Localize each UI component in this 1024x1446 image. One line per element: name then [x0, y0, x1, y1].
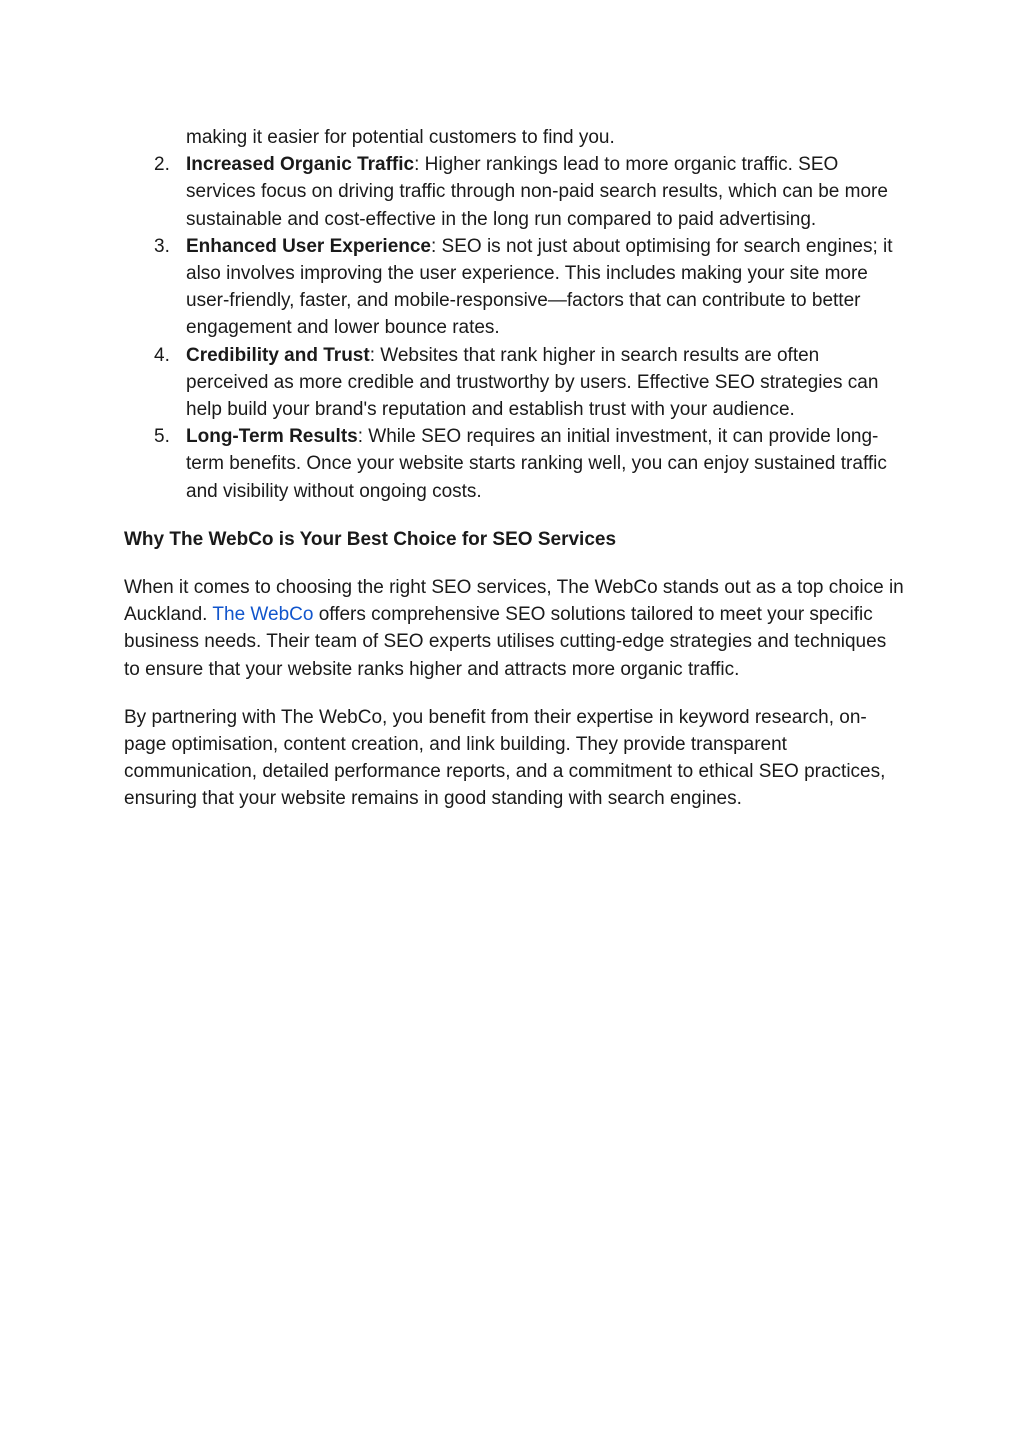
list-number: 5. [154, 426, 170, 448]
paragraph-partnering: By partnering with The WebCo, you benefit from their expertise in keyword research, on-page optimisation, content creation, and link building. They provide transparent communication, detailed performance reports, and a commitment to ethical SEO practices, ensuring that your website remains in good standing with search engines. [124, 706, 886, 810]
list-item-continuation: making it easier for potential customers to find you. [186, 127, 615, 148]
list-item-text: : While SEO requires an initial investment, it can provide long-term benefits. Once your website starts ranking well, you can enjoy sustained traffic and visibility without ongoing costs. [186, 426, 887, 502]
list-item-text: : Higher rankings lead to more organic traffic. SEO services focus on driving traffic through non-paid search results, which can be more sustainable and cost-effective in the long run compared to paid advertising. [186, 154, 888, 230]
list-item-title: Credibility and Trust [186, 344, 370, 366]
list-number: 3. [154, 235, 170, 257]
benefits-list [124, 151, 904, 505]
webco-link[interactable]: The WebCo [212, 604, 314, 626]
paragraph-text: When it comes to choosing the right SEO services, The WebCo stands out as a top choice in Auckland. [124, 577, 904, 626]
list-item [124, 233, 904, 342]
document-body [124, 124, 904, 834]
section-heading: Why The WebCo is Your Best Choice for SEO Services [124, 528, 617, 550]
list-item [124, 423, 904, 505]
list-item-title: Long-Term Results [186, 426, 358, 448]
list-item-text: : SEO is not just about optimising for search engines; it also involves improving the user experience. This includes making your site more user-friendly, faster, and mobile-responsive—factors that can contribute to better engagement and lower bounce rates. [186, 235, 893, 339]
list-item [124, 342, 904, 424]
paragraph-text: offers comprehensive SEO solutions tailored to meet your specific business needs. Their team of SEO experts utilises cutting-edge strategies and techniques to ensure that your website ranks higher and attracts more organic traffic. [124, 604, 887, 680]
list-number: 2. [154, 154, 170, 176]
paragraph-intro [124, 574, 904, 683]
list-item-title: Increased Organic Traffic [186, 154, 415, 176]
list-number: 4. [154, 344, 170, 366]
list-item-text: : Websites that rank higher in search results are often perceived as more credible and trustworthy by users. Effective SEO strategies can help build your brand's reputation and establish trust with your audience. [186, 344, 879, 421]
list-item-title: Enhanced User Experience [186, 235, 431, 257]
list-item [124, 151, 904, 233]
